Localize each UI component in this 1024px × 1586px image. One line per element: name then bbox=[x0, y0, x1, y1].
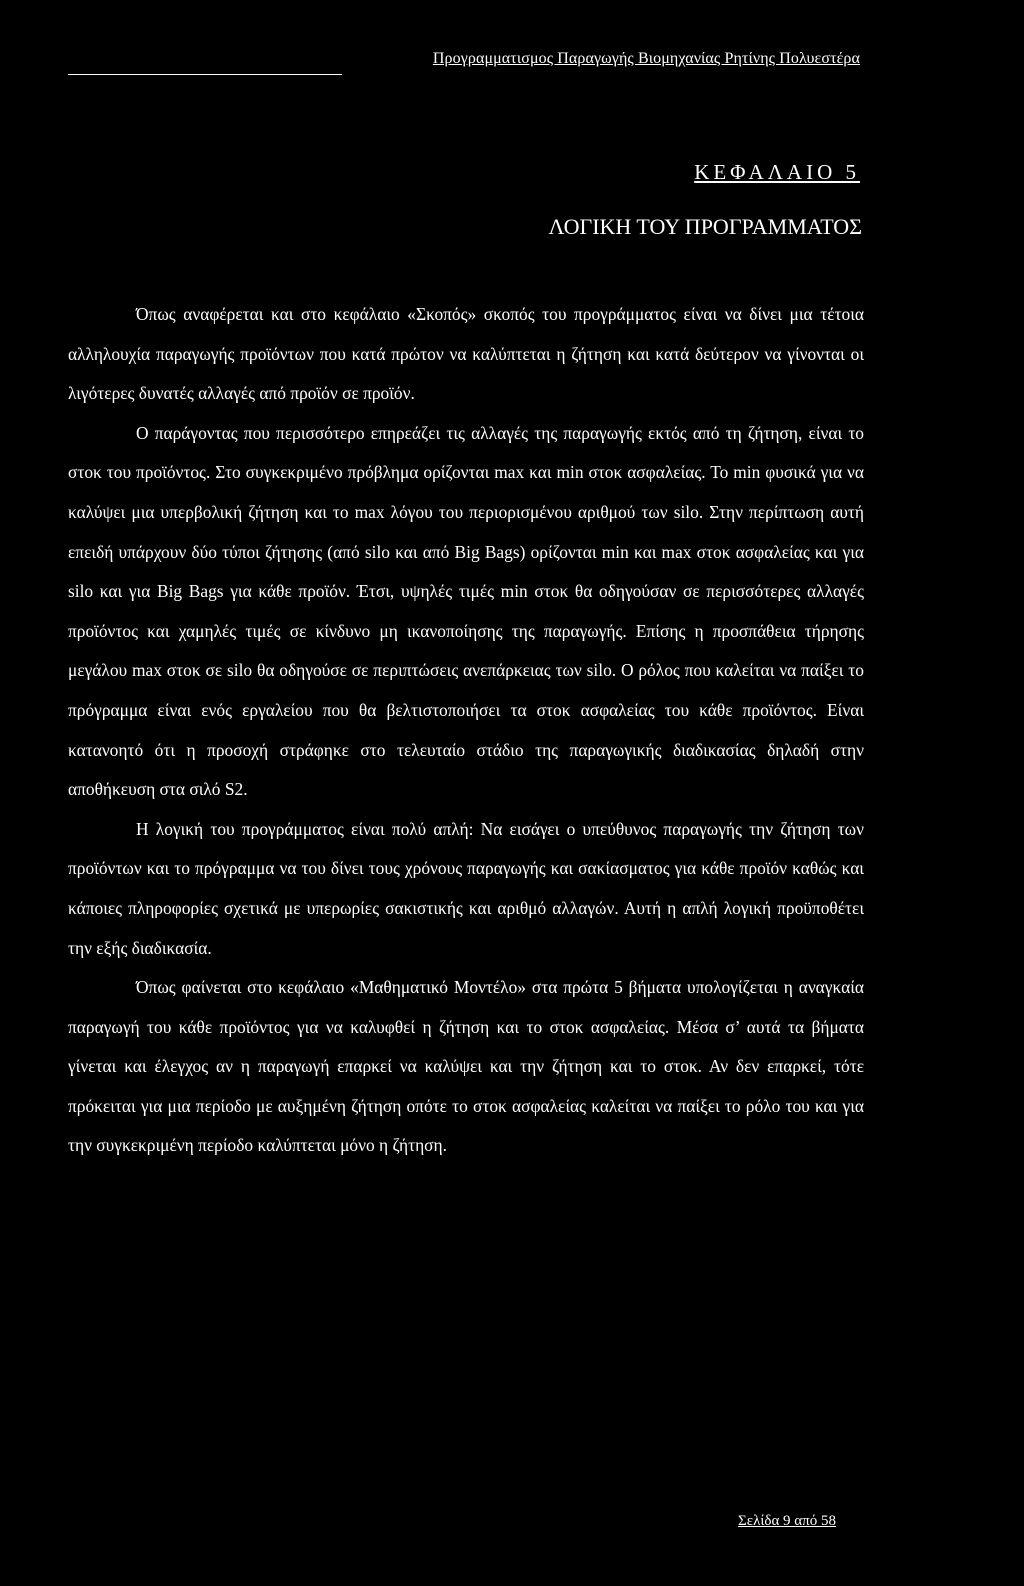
page-number: Σελίδα 9 από 58 bbox=[738, 1513, 836, 1529]
paragraph-3: Η λογική του προγράμματος είναι πολύ απλή: Να εισάγει ο υπεύθυνος παραγωγής την ζήτηση των προϊόντων και το πρόγραμμα να του δίνει τους χρόνους παραγωγής και σακίασματος για κάθε προϊόν καθώς και κάποιες πληροφορίες σχετικά με υπερωρίες σακιστικής και αριθμό αλλαγών. Αυτή η απλή λογική προϋποθέτει την εξής διαδικασία. bbox=[68, 818, 864, 958]
header-rule bbox=[68, 74, 342, 75]
chapter-label: ΚΕΦΑΛΑΙΟ 5 bbox=[694, 160, 860, 184]
paragraph-1: Όπως αναφέρεται και στο κεφάλαιο «Σκοπός» σκοπός του προγράμματος είναι να δίνει μια τέτοια αλληλουχία παραγωγής προϊόντων που κατά πρώτον να καλύπτεται η ζήτηση και κατά δεύτερον να γίνονται οι λιγότερες δυνατές αλλαγές από προϊόν σε προϊόν. bbox=[68, 304, 864, 404]
chapter-title: ΛΟΓΙΚΗ ΤΟΥ ΠΡΟΓΡΑΜΜΑΤΟΣ bbox=[548, 214, 862, 239]
body-text bbox=[68, 295, 864, 1166]
paragraph-4: Όπως φαίνεται στο κεφάλαιο «Μαθηματικό Μοντέλο» στα πρώτα 5 βήματα υπολογίζεται η αναγκαία παραγωγή του κάθε προϊόντος για να καλυφθεί η ζήτηση και το στοκ ασφαλείας. Μέσα σ’ αυτά τα βήματα γίνεται και έλεγχος αν η παραγωγή επαρκεί να καλύψει και την ζήτηση και το στοκ. Αν δεν επαρκεί, τότε πρόκειται για μια περίοδο με αυξημένη ζήτηση οπότε το στοκ ασφαλείας καλείται να παίξει το ρόλο του και για την συγκεκριμένη περίοδο καλύπτεται μόνο η ζήτηση. bbox=[68, 977, 864, 1156]
paragraph-2: Ο παράγοντας που περισσότερο επηρεάζει τις αλλαγές της παραγωγής εκτός από τη ζήτηση, είναι το στοκ του προϊόντος. Στο συγκεκριμένο πρόβλημα ορίζονται max και min στοκ ασφαλείας. Το min φυσικά για να καλύψει μια υπερβολική ζήτηση και το max λόγου του περιορισμένου αριθμού των silo. Στην περίπτωση αυτή επειδή υπάρχουν δύο τύποι ζήτησης (από silo και από Big Bags) ορίζονται min και max στοκ ασφαλείας και για silo και για Big Bags για κάθε προϊόν. Έτσι, υψηλές τιμές min στοκ θα οδηγούσαν σε περισσότερες αλλαγές προϊόντος και χαμηλές τιμές σε κίνδυνο μη ικανοποίησης της παραγωγής. Επίσης η προσπάθεια τήρησης μεγάλου max στοκ σε silo θα οδηγούσε σε περιπτώσεις ανεπάρκειας των silo. Ο ρόλος που καλείται να παίξει το πρόγραμμα είναι ενός εργαλείου που θα βελτιστοποιήσει τα στοκ ασφαλείας του κάθε προϊόντος. Είναι κατανοητό ότι η προσοχή στράφηκε στο τελευταίο στάδιο της παραγωγικής διαδικασίας δηλαδή στην αποθήκευση στα σιλό S2. bbox=[68, 422, 864, 800]
running-header: Προγραμματισμος Παραγωγής Βιομηχανίας Ρητίνης Πολυεστέρα bbox=[432, 50, 860, 67]
